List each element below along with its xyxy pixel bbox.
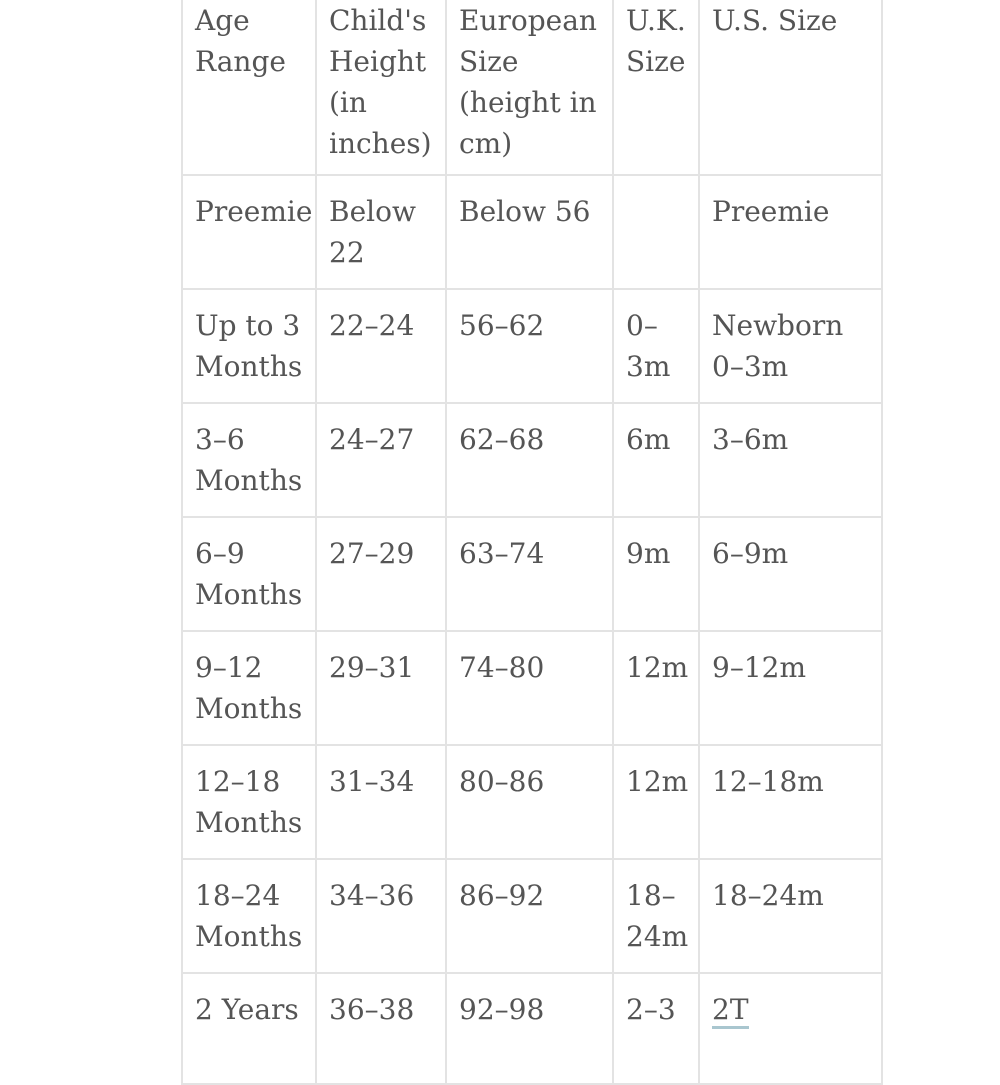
table-row [182, 289, 882, 403]
cell-uk-size: 6m [613, 403, 699, 517]
size-chart-table [181, 0, 883, 1085]
cell-us-size: 9–12m [699, 631, 882, 745]
cell-child-height: 22–24 [316, 289, 446, 403]
header-european-size: European Size (height in cm) [446, 0, 613, 175]
cell-european-size: 80–86 [446, 745, 613, 859]
table-row [182, 175, 882, 289]
cell-uk-size: 9m [613, 517, 699, 631]
table-scroll-container[interactable] [181, 0, 844, 1026]
cell-child-height: 27–29 [316, 517, 446, 631]
cell-child-height: 31–34 [316, 745, 446, 859]
cell-european-size: 86–92 [446, 859, 613, 973]
cell-child-height: 36–38 [316, 973, 446, 1084]
cell-us-size: Newborn 0–3m [699, 289, 882, 403]
cell-us-size: Preemie [699, 175, 882, 289]
header-age-range: Age Range [182, 0, 316, 175]
cell-us-size: 18–24m [699, 859, 882, 973]
cell-uk-size: 12m [613, 631, 699, 745]
cell-us-size: 6–9m [699, 517, 882, 631]
cell-age-range: 2 Years [182, 973, 316, 1084]
us-size-link[interactable]: 2T [712, 993, 749, 1029]
table-row [182, 859, 882, 973]
cell-uk-size [613, 175, 699, 289]
cell-age-range: Preemie [182, 175, 316, 289]
cell-european-size: 63–74 [446, 517, 613, 631]
cell-european-size: 74–80 [446, 631, 613, 745]
header-us-size: U.S. Size [699, 0, 882, 175]
cell-uk-size: 12m [613, 745, 699, 859]
cell-uk-size: 18–24m [613, 859, 699, 973]
cell-age-range: 18–24 Months [182, 859, 316, 973]
cell-european-size: 56–62 [446, 289, 613, 403]
table-row [182, 745, 882, 859]
cell-uk-size: 0–3m [613, 289, 699, 403]
cell-us-size: 12–18m [699, 745, 882, 859]
table-row [182, 517, 882, 631]
cell-european-size: Below 56 [446, 175, 613, 289]
cell-age-range: 3–6 Months [182, 403, 316, 517]
cell-us-size[interactable] [699, 973, 882, 1084]
cell-age-range: 6–9 Months [182, 517, 316, 631]
cell-age-range: 9–12 Months [182, 631, 316, 745]
cell-child-height: Below 22 [316, 175, 446, 289]
cell-age-range: Up to 3 Months [182, 289, 316, 403]
table-row [182, 631, 882, 745]
table-row [182, 403, 882, 517]
table-header-row [182, 0, 882, 175]
header-uk-size: U.K. Size [613, 0, 699, 175]
cell-age-range: 12–18 Months [182, 745, 316, 859]
cell-child-height: 34–36 [316, 859, 446, 973]
table-row [182, 973, 882, 1084]
cell-us-size: 3–6m [699, 403, 882, 517]
cell-child-height: 29–31 [316, 631, 446, 745]
cell-european-size: 62–68 [446, 403, 613, 517]
cell-uk-size: 2–3 [613, 973, 699, 1084]
cell-european-size: 92–98 [446, 973, 613, 1084]
header-child-height: Child's Height (in inches) [316, 0, 446, 175]
cell-child-height: 24–27 [316, 403, 446, 517]
